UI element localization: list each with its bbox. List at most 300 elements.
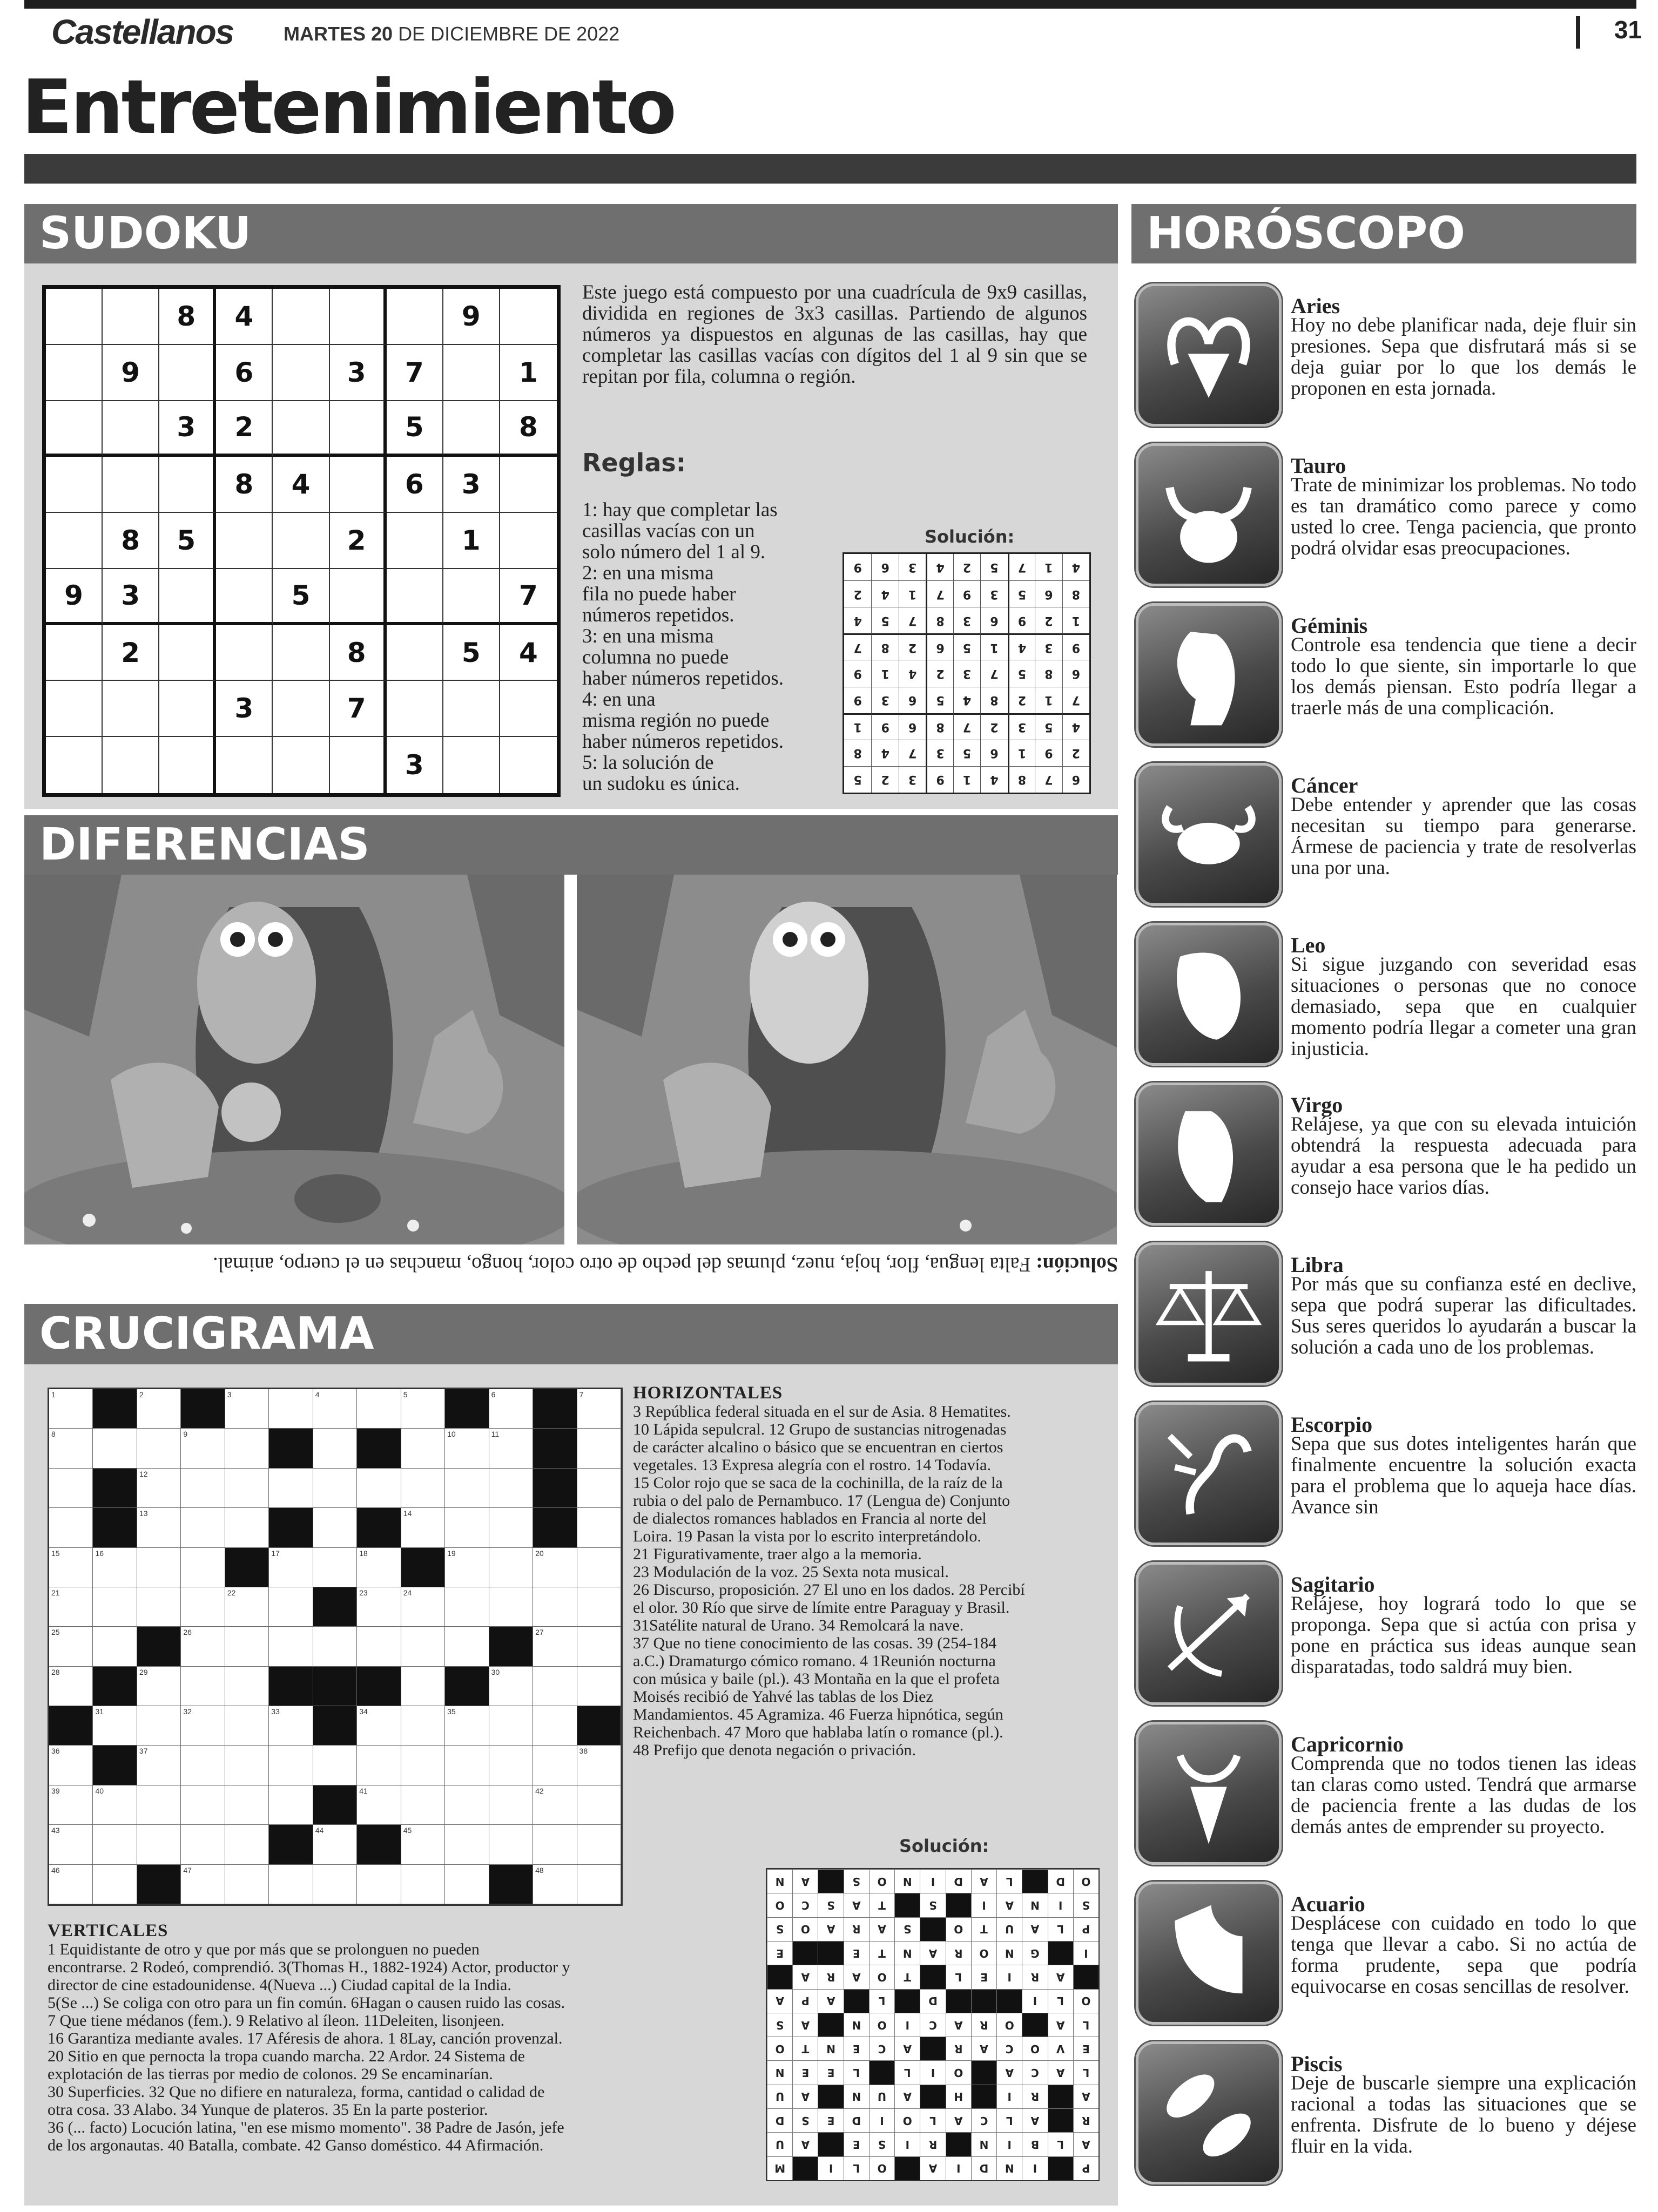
horoscope-sign-name: Acuario [1291, 1892, 1365, 1916]
crossword-cell[interactable] [225, 1746, 269, 1785]
crossword-cell[interactable] [181, 1825, 225, 1864]
crossword-cell[interactable] [577, 1389, 621, 1429]
crossword-cell[interactable] [137, 1706, 181, 1746]
sudoku-solution-cell: 4 [899, 660, 926, 686]
sudoku-cell: 2 [103, 625, 159, 681]
crossword-grid [48, 1388, 623, 1906]
sudoku-solution-cell: 5 [980, 554, 1007, 580]
crossword-cell[interactable] [489, 1389, 533, 1429]
crossword-cell[interactable] [181, 1865, 225, 1904]
crossword-cell[interactable] [533, 1825, 577, 1864]
sudoku-cell: 4 [500, 625, 557, 681]
crossword-cell[interactable] [445, 1746, 489, 1785]
sudoku-solution-cell: 7 [1062, 687, 1089, 713]
crossword-clue-number: 27 [535, 1628, 544, 1637]
crossword-solution-cell: S [1073, 1893, 1098, 1917]
crossword-cell[interactable] [401, 1706, 445, 1746]
crossword-clue-number: 23 [359, 1588, 368, 1597]
crossword-cell[interactable] [577, 1746, 621, 1785]
crossword-cell[interactable] [49, 1865, 93, 1904]
crossword-cell[interactable] [269, 1706, 313, 1746]
horizontales-line: el olor. 30 Río que sirve de límite entre Paraguay y Brasil. [633, 1599, 1010, 1616]
crossword-cell[interactable] [313, 1389, 357, 1429]
crossword-cell[interactable] [357, 1865, 401, 1904]
crossword-cell[interactable] [357, 1627, 401, 1666]
sudoku-cell [273, 401, 329, 457]
sudoku-grid [42, 285, 561, 797]
sudoku-solution-cell: 2 [899, 633, 926, 660]
sudoku-cell [159, 737, 216, 793]
crossword-solution-black-cell [946, 1989, 971, 2013]
crossword-cell[interactable] [49, 1548, 93, 1587]
crossword-cell[interactable] [181, 1429, 225, 1468]
crossword-cell[interactable] [489, 1508, 533, 1547]
crossword-cell[interactable] [181, 1746, 225, 1785]
crossword-solution-cell: N [767, 2060, 792, 2084]
crossword-cell[interactable] [225, 1706, 269, 1746]
crossword-clue-number: 8 [51, 1430, 56, 1439]
crossword-cell[interactable] [225, 1785, 269, 1825]
crossword-cell[interactable] [489, 1429, 533, 1468]
horoscope-sign-text: Relájese, hoy logrará todo lo que se proponga. Sepa que si actúa con prisa y pone en práctica sus ideas aunque sean disparatadas, todo saldrá muy bien. [1291, 1593, 1636, 1678]
horizontales-line: vegetales. 13 Expresa alegría con el rostro. 14 Todavía. [633, 1456, 991, 1474]
sudoku-solution-cell: 6 [1062, 766, 1089, 793]
issue-date: MARTES 20 DE DICIEMBRE DE 2022 [284, 23, 620, 45]
crossword-cell[interactable] [137, 1825, 181, 1864]
crossword-cell[interactable] [489, 1785, 533, 1825]
sudoku-solution-cell: 9 [853, 560, 862, 574]
horizontales-line: 3 República federal situada en el sur de Asia. 8 Hematites. [633, 1403, 1011, 1420]
sudoku-cell [103, 457, 159, 513]
crossword-cell[interactable] [225, 1469, 269, 1508]
crossword-black-cell [489, 1865, 533, 1904]
sudoku-solution-cell: 3 [953, 660, 980, 686]
crossword-cell[interactable] [445, 1587, 489, 1627]
crossword-black-cell [93, 1469, 137, 1508]
sudoku-solution-cell: 9 [926, 766, 953, 793]
crossword-cell[interactable] [225, 1587, 269, 1627]
crossword-solution-cell: A [792, 1869, 818, 1893]
crossword-solution-black-cell [1022, 1869, 1047, 1893]
crossword-cell[interactable] [181, 1627, 225, 1666]
crossword-solution-black-cell [1048, 2108, 1073, 2132]
crossword-clue-number: 10 [447, 1430, 456, 1439]
crossword-solution-cell: A [792, 1965, 818, 1988]
crossword-cell[interactable] [225, 1825, 269, 1864]
horizontales-line: Moisés recibió de Yahvé las tablas de los Diez [633, 1688, 933, 1706]
crossword-cell[interactable] [445, 1706, 489, 1746]
crossword-cell[interactable] [313, 1429, 357, 1468]
sudoku-cell [159, 345, 216, 401]
sudoku-solution-cell: 6 [1035, 580, 1062, 607]
crossword-cell[interactable] [489, 1746, 533, 1785]
sudoku-solution-cell: 4 [953, 687, 980, 713]
crossword-solution-grid [766, 1868, 1100, 2181]
crossword-solution-black-cell [1048, 2085, 1073, 2108]
crossword-clue-number: 37 [139, 1747, 148, 1756]
sudoku-solution-cell: 4 [871, 740, 898, 766]
crossword-cell[interactable] [533, 1785, 577, 1825]
crossword-cell[interactable] [533, 1667, 577, 1706]
crossword-clue-number: 19 [447, 1548, 456, 1558]
crossword-solution-black-cell [818, 2013, 843, 2037]
crossword-cell[interactable] [93, 1706, 137, 1746]
crossword-cell[interactable] [269, 1587, 313, 1627]
horizontales-line: a.C.) Dramaturgo cómico romano. 4 1Reunión nocturna [633, 1652, 996, 1670]
crossword-solution-cell: A [792, 2085, 818, 2108]
sudoku-cell [159, 457, 216, 513]
crossword-black-cell [93, 1667, 137, 1706]
crossword-cell[interactable] [533, 1746, 577, 1785]
crossword-solution-black-cell [818, 1869, 843, 1893]
crossword-cell[interactable] [93, 1825, 137, 1864]
crossword-cell[interactable] [49, 1429, 93, 1468]
crossword-cell[interactable] [225, 1508, 269, 1547]
crossword-cell[interactable] [445, 1627, 489, 1666]
crossword-cell[interactable] [181, 1469, 225, 1508]
crossword-solution-cell: A [946, 2108, 971, 2132]
sudoku-solution-cell: 8 [926, 713, 953, 740]
crossword-solution-cell: P [792, 1989, 818, 2013]
crossword-solution-cell: C [1022, 2060, 1047, 2084]
crossword-cell[interactable] [269, 1548, 313, 1587]
crossword-solution-cell: L [894, 2060, 920, 2084]
sudoku-cell [216, 625, 273, 681]
crossword-cell[interactable] [181, 1785, 225, 1825]
crossword-solution-black-cell [818, 2085, 843, 2108]
crossword-solution-black-cell [920, 2085, 945, 2108]
crossword-cell[interactable] [93, 1429, 137, 1468]
sudoku-cell [273, 625, 329, 681]
sudoku-cell: 7 [387, 345, 443, 401]
crossword-cell[interactable] [445, 1469, 489, 1508]
crossword-cell[interactable] [577, 1587, 621, 1627]
crossword-cell[interactable] [489, 1706, 533, 1746]
crossword-solution-cell: A [1073, 2085, 1098, 2108]
sudoku-rules-title: Reglas: [582, 448, 686, 477]
crossword-cell[interactable] [181, 1508, 225, 1547]
crossword-cell[interactable] [225, 1389, 269, 1429]
crossword-cell[interactable] [181, 1587, 225, 1627]
sudoku-cell: 3 [159, 401, 216, 457]
crossword-solution-black-cell [920, 2037, 945, 2060]
sudoku-cell: 3 [103, 569, 159, 625]
crossword-cell[interactable] [49, 1746, 93, 1785]
sudoku-solution-cell: 1 [871, 660, 898, 686]
crossword-solution-cell: A [1048, 2060, 1073, 2084]
crossword-cell[interactable] [445, 1429, 489, 1468]
crossword-cell[interactable] [401, 1389, 445, 1429]
crossword-cell[interactable] [577, 1469, 621, 1508]
sudoku-rule-line: misma región no puede [582, 709, 770, 732]
horoscope-sign-text: Desplácese con cuidado en todo lo que tenga que llevar a cabo. Si no actúa de forma prudente, sepa que podría equivocarse en cosas sencillas de resolver. [1291, 1912, 1636, 1998]
crossword-cell[interactable] [137, 1667, 181, 1706]
crossword-cell[interactable] [225, 1429, 269, 1468]
crossword-cell[interactable] [489, 1587, 533, 1627]
crossword-clue-number: 46 [51, 1865, 60, 1875]
sudoku-cell: 3 [330, 345, 387, 401]
crossword-cell[interactable] [577, 1627, 621, 1666]
crossword-cell[interactable] [93, 1865, 137, 1904]
sudoku-solution-cell: 7 [1008, 554, 1035, 580]
crossword-clue-number: 47 [183, 1865, 192, 1875]
horizontales-line: 21 Figurativamente, traer algo a la memoria. [633, 1545, 922, 1563]
crossword-cell[interactable] [93, 1785, 137, 1825]
crossword-cell[interactable] [313, 1469, 357, 1508]
crossword-cell[interactable] [225, 1627, 269, 1666]
crossword-cell[interactable] [269, 1389, 313, 1429]
crossword-cell[interactable] [357, 1389, 401, 1429]
crossword-solution-cell: O [869, 2156, 894, 2180]
crossword-solution-cell: L [1073, 2060, 1098, 2084]
crossword-cell[interactable] [401, 1429, 445, 1468]
crossword-cell[interactable] [533, 1548, 577, 1587]
crossword-cell[interactable] [577, 1825, 621, 1864]
horoscope-sign-name: Virgo [1291, 1093, 1343, 1117]
crossword-cell[interactable] [401, 1469, 445, 1508]
crossword-solution-cell: C [920, 2013, 945, 2037]
crossword-cell[interactable] [137, 1785, 181, 1825]
crossword-cell[interactable] [489, 1548, 533, 1587]
crossword-solution-cell: A [946, 2013, 971, 2037]
verticales-line: 1 Equidistante de otro y que por más que se prolonguen no pueden [48, 1940, 480, 1958]
crossword-solution-cell: G [1022, 1941, 1047, 1965]
crossword-cell[interactable] [577, 1865, 621, 1904]
crossword-cell[interactable] [489, 1825, 533, 1864]
crossword-clue-number: 32 [183, 1707, 192, 1716]
crossword-cell[interactable] [93, 1548, 137, 1587]
crossword-solution-cell: I [920, 1869, 945, 1893]
horoscope-sign-name: Tauro [1291, 454, 1346, 478]
crossword-cell[interactable] [577, 1548, 621, 1587]
sudoku-rule-line: haber números repetidos. [582, 730, 784, 753]
crossword-cell[interactable] [225, 1667, 269, 1706]
sudoku-cell [500, 289, 557, 345]
horoscope-sign-text: Trate de minimizar los problemas. No todo es tan dramático como parece y como usted lo cree. Tenga paciencia, que pronto podrá olvidar esas preocupaciones. [1291, 474, 1636, 559]
crossword-solution-cell: N [971, 2132, 996, 2156]
crossword-cell[interactable] [49, 1587, 93, 1627]
crossword-cell[interactable] [357, 1706, 401, 1746]
crossword-solution-cell: I [971, 1893, 996, 1917]
sudoku-cell [273, 345, 329, 401]
sudoku-cell [330, 737, 387, 793]
crossword-solution-cell: M [767, 2156, 792, 2180]
sudoku-solution-cell: 7 [899, 607, 926, 633]
sudoku-cell [500, 457, 557, 513]
crossword-clue-number: 38 [579, 1747, 588, 1756]
crossword-solution-cell: A [996, 1893, 1022, 1917]
crossword-cell[interactable] [577, 1429, 621, 1468]
sudoku-solution-cell: 3 [1035, 633, 1062, 660]
crossword-solution-cell: B [1022, 2132, 1047, 2156]
crossword-cell[interactable] [269, 1469, 313, 1508]
crossword-cell[interactable] [181, 1706, 225, 1746]
crossword-clue-number: 12 [139, 1469, 148, 1478]
crossword-cell[interactable] [445, 1785, 489, 1825]
crossword-cell[interactable] [401, 1746, 445, 1785]
crossword-black-cell [269, 1667, 313, 1706]
sudoku-cell: 2 [330, 513, 387, 569]
libra-icon [1136, 1242, 1282, 1385]
crossword-cell[interactable] [137, 1429, 181, 1468]
crossword-cell[interactable] [401, 1825, 445, 1864]
horoscopo-banner: HORÓSCOPO [1131, 204, 1636, 263]
crossword-cell[interactable] [445, 1508, 489, 1547]
crossword-cell[interactable] [313, 1627, 357, 1666]
crossword-solution-cell: A [818, 1917, 843, 1941]
crossword-cell[interactable] [137, 1746, 181, 1785]
crossword-solution-cell: O [1022, 2037, 1047, 2060]
crossword-cell[interactable] [181, 1667, 225, 1706]
crossword-clue-number: 24 [403, 1588, 412, 1597]
crossword-solution-cell: I [818, 2156, 843, 2180]
crossword-cell[interactable] [401, 1785, 445, 1825]
crossword-solution-cell: T [894, 1965, 920, 1988]
crossword-cell[interactable] [357, 1469, 401, 1508]
crossword-cell[interactable] [49, 1389, 93, 1429]
crossword-cell[interactable] [401, 1627, 445, 1666]
crossword-cell[interactable] [181, 1548, 225, 1587]
sudoku-cell [330, 569, 387, 625]
crossword-cell[interactable] [137, 1389, 181, 1429]
crossword-cell[interactable] [533, 1706, 577, 1746]
crossword-cell[interactable] [577, 1508, 621, 1547]
crossword-cell[interactable] [313, 1548, 357, 1587]
crossword-cell[interactable] [445, 1548, 489, 1587]
sudoku-solution-cell: 6 [980, 740, 1007, 766]
piscis-icon [1136, 2041, 1282, 2184]
sudoku-solution-cell: 8 [1062, 580, 1089, 607]
crossword-cell[interactable] [401, 1667, 445, 1706]
sudoku-solution-cell: 4 [844, 607, 871, 633]
crossword-cell[interactable] [93, 1587, 137, 1627]
crossword-solution-cell: U [869, 2085, 894, 2108]
crossword-cell[interactable] [489, 1469, 533, 1508]
crossword-cell[interactable] [313, 1865, 357, 1904]
crossword-solution-cell: L [1048, 1917, 1073, 1941]
sudoku-solution-cell: 2 [871, 766, 898, 793]
sudoku-cell: 9 [103, 345, 159, 401]
crossword-black-cell [357, 1667, 401, 1706]
crossword-cell[interactable] [401, 1508, 445, 1547]
crossword-cell[interactable] [49, 1785, 93, 1825]
crossword-cell[interactable] [313, 1746, 357, 1785]
sudoku-solution-cell: 1 [980, 633, 1007, 660]
crossword-cell[interactable] [401, 1865, 445, 1904]
crossword-solution-cell: C [792, 1893, 818, 1917]
crossword-solution-cell: A [920, 2156, 945, 2180]
crossword-solution-cell: I [996, 2085, 1022, 2108]
sudoku-solution-cell: 2 [980, 713, 1007, 740]
crossword-cell[interactable] [533, 1587, 577, 1627]
crossword-cell[interactable] [269, 1627, 313, 1666]
verticales-line: otra cosa. 33 Alabo. 34 Yunque de plateros. 35 En la parte posterior. [48, 2101, 488, 2119]
sudoku-solution-cell: 1 [1035, 554, 1062, 580]
crossword-cell[interactable] [401, 1587, 445, 1627]
verticales-clues [48, 1940, 766, 2154]
verticales-line: explotación de las tierras por medio de colonos. 29 Se encaminarían. [48, 2065, 493, 2083]
sudoku-cell [387, 681, 443, 737]
crossword-cell[interactable] [357, 1548, 401, 1587]
crossword-clue-number: 22 [227, 1588, 236, 1597]
crossword-cell[interactable] [269, 1746, 313, 1785]
crossword-cell[interactable] [489, 1667, 533, 1706]
crossword-cell[interactable] [49, 1508, 93, 1547]
verticales-line: 16 Garantiza mediante avales. 17 Aféresis de ahora. 1 8Lay, canción provenzal. [48, 2030, 563, 2047]
crossword-cell[interactable] [137, 1548, 181, 1587]
crossword-cell[interactable] [49, 1627, 93, 1666]
crossword-solution-cell: V [1048, 2037, 1073, 2060]
crossword-cell[interactable] [357, 1587, 401, 1627]
crossword-clue-number: 17 [271, 1548, 280, 1558]
crossword-black-cell [137, 1627, 181, 1666]
crossword-solution-cell: I [1073, 1941, 1098, 1965]
sudoku-solution-cell: 9 [844, 660, 871, 686]
crossword-cell[interactable] [357, 1746, 401, 1785]
crossword-cell[interactable] [269, 1785, 313, 1825]
horoscope-sign-name: Aries [1291, 294, 1340, 318]
crossword-solution-cell: E [792, 2060, 818, 2084]
crossword-cell[interactable] [313, 1825, 357, 1864]
crossword-solution-cell: I [894, 2132, 920, 2156]
crossword-cell[interactable] [49, 1469, 93, 1508]
crossword-cell[interactable] [577, 1667, 621, 1706]
crossword-cell[interactable] [445, 1865, 489, 1904]
crossword-solution-cell: A [920, 1941, 945, 1965]
crossword-solution-cell: O [869, 2013, 894, 2037]
horoscope-sign-text: Debe entender y aprender que las cosas necesitan su tiempo para generarse. Ármese de paciencia y trate de resolverlas una por una. [1291, 794, 1636, 879]
crossword-cell[interactable] [137, 1469, 181, 1508]
crossword-cell[interactable] [137, 1587, 181, 1627]
crossword-solution-black-cell [792, 1941, 818, 1965]
horizontales-line: de dialectos romances hablados en Francia al norte del [633, 1510, 987, 1527]
crossword-cell[interactable] [533, 1627, 577, 1666]
crossword-solution-black-cell [996, 1989, 1022, 2013]
crossword-cell[interactable] [445, 1825, 489, 1864]
crossword-cell[interactable] [313, 1508, 357, 1547]
crossword-clue-number: 11 [491, 1430, 500, 1439]
horoscope-sign-text: Si sigue juzgando con severidad esas situaciones o personas que no conoce demasiado, sepa que en cualquier momento podría llegar a cometer una gran injusticia. [1291, 953, 1636, 1060]
sudoku-cell [216, 569, 273, 625]
sudoku-solution-cell: 9 [1062, 633, 1089, 660]
crossword-cell[interactable] [533, 1865, 577, 1904]
crossword-cell[interactable] [357, 1785, 401, 1825]
crossword-solution-black-cell [818, 1941, 843, 1965]
crossword-cell[interactable] [577, 1785, 621, 1825]
crossword-cell[interactable] [269, 1865, 313, 1904]
crossword-black-cell [445, 1389, 489, 1429]
crossword-solution-cell: L [946, 1965, 971, 1988]
crossword-solution-cell: S [894, 1917, 920, 1941]
crossword-cell[interactable] [49, 1825, 93, 1864]
crossword-solution-cell: N [767, 1869, 792, 1893]
sudoku-solution-cell: 6 [926, 633, 953, 660]
crossword-cell[interactable] [49, 1667, 93, 1706]
crossword-solution-cell: A [869, 1917, 894, 1941]
sudoku-solution-cell: 6 [1062, 660, 1089, 686]
crossword-solution-black-cell [869, 2060, 894, 2084]
crossword-cell[interactable] [93, 1627, 137, 1666]
crossword-solution-cell: O [1073, 1989, 1098, 2013]
verticales-line: 7 Que tiene médanos (fem.). 9 Relativo al íleon. 11Deleiten, lisonjeen. [48, 2012, 505, 2030]
crossword-cell[interactable] [137, 1508, 181, 1547]
crossword-black-cell [357, 1825, 401, 1864]
crossword-solution-cell: S [767, 1917, 792, 1941]
crossword-clue-number: 3 [227, 1390, 232, 1399]
crossword-cell[interactable] [225, 1865, 269, 1904]
crossword-black-cell [313, 1667, 357, 1706]
sudoku-solution-cell: 1 [844, 713, 871, 740]
